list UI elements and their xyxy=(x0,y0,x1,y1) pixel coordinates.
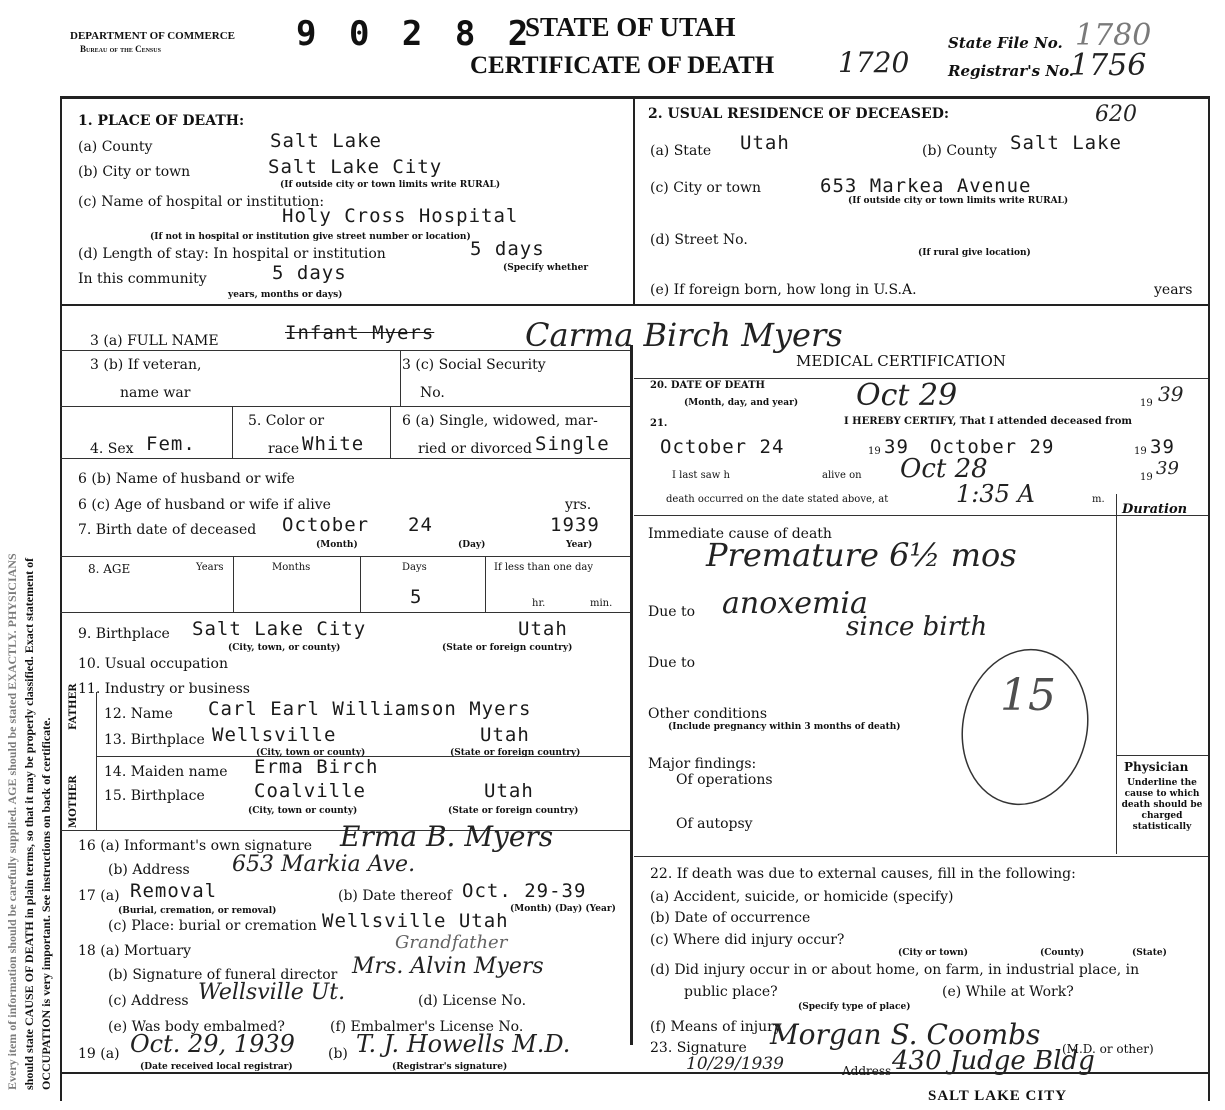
s22-label: 22. If death was due to external causes, fill in the following: xyxy=(650,866,1076,882)
s8-days: Days xyxy=(402,562,427,573)
s19-date-value: Oct. 29, 1939 xyxy=(130,1030,295,1058)
s16-address-value: 653 Markia Ave. xyxy=(232,852,416,877)
s20-note: (Month, day, and year) xyxy=(684,398,799,408)
s15-state: Utah xyxy=(484,780,534,802)
state-file-label: State File No. xyxy=(948,34,1063,52)
s2-state-value: Utah xyxy=(740,132,790,154)
s18f-label: (f) Embalmer's License No. xyxy=(330,1019,524,1035)
s3-hand-value: Carma Birch Myers xyxy=(525,316,843,354)
s18b-signature: Mrs. Alvin Myers xyxy=(352,954,544,979)
s1-specify-note-2: years, months or days) xyxy=(228,290,343,300)
s1-title: 1. PLACE OF DEATH: xyxy=(78,113,245,129)
s8-min: min. xyxy=(590,598,613,609)
s18c-label: (c) Address xyxy=(108,993,189,1009)
s19-label: 19 (a) xyxy=(78,1046,120,1062)
s6-label-2: ried or divorced xyxy=(418,441,532,457)
s2-foreign-label: (e) If foreign born, how long in U.S.A. xyxy=(650,282,917,298)
s13-city: Wellsville xyxy=(212,724,337,746)
s10-label: 10. Usual occupation xyxy=(78,656,228,672)
s3-veteran-label-2: name war xyxy=(120,385,191,401)
s1-hospital-note: (If not in hospital or institution give street number or location) xyxy=(150,232,471,242)
s2-city-value: 653 Markea Avenue xyxy=(820,175,1032,197)
s2-foreign-suffix: years xyxy=(1154,282,1193,298)
s19b-label: (b) xyxy=(328,1046,348,1062)
ops-label: Of operations xyxy=(676,772,773,788)
s23-label: 23. Signature xyxy=(650,1040,747,1056)
s23-address-label: Address xyxy=(842,1064,892,1078)
instruction-line-2: should state CAUSE OF DEATH in plain terms, so that it may be properly classified. Exact statement of xyxy=(22,557,36,1090)
s8-months: Months xyxy=(272,562,311,573)
s17-date-value: Oct. 29-39 xyxy=(462,880,587,902)
instruction-sidebar xyxy=(4,40,56,1100)
due1-value-2: since birth xyxy=(846,612,988,642)
s23-signature: Morgan S. Coombs xyxy=(770,1018,1041,1051)
s3-label: 3 (a) FULL NAME xyxy=(90,333,219,349)
s21-occurred: death occurred on the date stated above, at xyxy=(666,494,889,505)
s21-label: 21. xyxy=(650,418,668,429)
other-note: (Include pregnancy within 3 months of death) xyxy=(668,722,901,732)
document-title: CERTIFICATE OF DEATH xyxy=(470,52,775,79)
s1-hospital-label: (c) Name of hospital or institution: xyxy=(78,194,325,210)
city-stamp: SALT LAKE CITY xyxy=(928,1088,1068,1104)
s9-city: Salt Lake City xyxy=(192,618,367,640)
s20-year: 39 xyxy=(1158,382,1184,406)
s2-street-label: (d) Street No. xyxy=(650,232,748,248)
handwritten-number: 1720 xyxy=(838,46,910,79)
registrar-value: 1756 xyxy=(1070,48,1147,83)
s19-date-note: (Date received local registrar) xyxy=(140,1062,293,1072)
s6c-suffix: yrs. xyxy=(565,497,592,513)
s22-b: (b) Date of occurrence xyxy=(650,910,811,926)
s14-label: 14. Maiden name xyxy=(104,764,228,780)
s17-label: 17 (a) xyxy=(78,888,120,904)
s1-hospital-value: Holy Cross Hospital xyxy=(282,205,519,227)
s21-from-value: October 24 xyxy=(660,436,785,458)
due2-label: Due to xyxy=(648,655,696,671)
medical-title: MEDICAL CERTIFICATION xyxy=(796,352,1006,370)
s8-hr: hr. xyxy=(532,598,546,609)
s21-time-value: 1:35 A xyxy=(956,480,1035,508)
s16-signature: Erma B. Myers xyxy=(340,820,554,853)
s21-to-year: 39 xyxy=(1150,436,1175,458)
s6b-label: 6 (b) Name of husband or wife xyxy=(78,471,295,487)
s18d-label: (d) License No. xyxy=(418,993,527,1009)
s18-mortuary: Grandfather xyxy=(395,932,508,953)
s8-less: If less than one day xyxy=(494,562,593,573)
s15-city: Coalville xyxy=(254,780,366,802)
due1-label: Due to xyxy=(648,604,696,620)
s22-d: (d) Did injury occur in or about home, on farm, in industrial place, in xyxy=(650,962,1140,978)
s7-year-note: Year) xyxy=(566,540,593,550)
s7-day-note: (Day) xyxy=(458,540,486,550)
s1-city-note: (If outside city or town limits write RURAL) xyxy=(280,180,501,190)
father-label: FATHER xyxy=(68,683,79,730)
s5-label-2: race xyxy=(268,441,300,457)
s7-month-note: (Month) xyxy=(316,540,358,550)
s5-value: White xyxy=(302,433,365,455)
s22-a: (a) Accident, suicide, or homicide (specify) xyxy=(650,889,954,905)
s22-d-note: (Specify type of place) xyxy=(798,1002,911,1012)
s2-state-label: (a) State xyxy=(650,143,712,159)
s22-c-note-2: (County) xyxy=(1040,948,1085,958)
s22-c: (c) Where did injury occur? xyxy=(650,932,845,948)
s14-value: Erma Birch xyxy=(254,756,379,778)
s9-state: Utah xyxy=(518,618,568,640)
s22-d-2: public place? xyxy=(684,984,778,1000)
s17-place-value: Wellsville Utah xyxy=(322,910,509,932)
s2-title: 2. USUAL RESIDENCE OF DECEASED: xyxy=(648,106,950,122)
s22-e: (e) While at Work? xyxy=(942,984,1074,1000)
s13-city-note: (City, town or county) xyxy=(256,748,366,758)
s17-removal-note: (Burial, cremation, or removal) xyxy=(118,906,277,916)
s21-to-value: October 29 xyxy=(930,436,1055,458)
registrar-label: Registrar's No. xyxy=(948,62,1075,80)
s21-alive-value: Oct 28 xyxy=(900,454,988,484)
s4-label: 4. Sex xyxy=(90,441,134,457)
s18-label: 18 (a) Mortuary xyxy=(78,943,192,959)
s1-county-value: Salt Lake xyxy=(270,130,382,152)
s7-label: 7. Birth date of deceased xyxy=(78,522,257,538)
s2-hand-number: 620 xyxy=(1095,102,1137,127)
s2-county-label: (b) County xyxy=(922,143,998,159)
major-label: Major findings: xyxy=(648,756,757,772)
s2-county-value: Salt Lake xyxy=(1010,132,1122,154)
s13-state: Utah xyxy=(480,724,530,746)
s3-veteran-label: 3 (b) If veteran, xyxy=(90,357,202,373)
s15-label: 15. Birthplace xyxy=(104,788,205,804)
s21-last-saw: I last saw h xyxy=(672,470,730,481)
s1-city-label: (b) City or town xyxy=(78,164,191,180)
duration-label: Duration xyxy=(1122,502,1188,517)
s8-years: Years xyxy=(196,562,224,573)
s1-community-value: 5 days xyxy=(272,262,347,284)
s1-stay-value: 5 days xyxy=(470,238,545,260)
circled-number: 15 xyxy=(1000,670,1056,721)
s5-label: 5. Color or xyxy=(248,413,325,429)
s22-f: (f) Means of injury xyxy=(650,1019,782,1035)
s13-state-note: (State or foreign country) xyxy=(450,748,581,758)
s12-label: 12. Name xyxy=(104,706,173,722)
certificate-number: 9 0 2 8 2 xyxy=(296,14,535,54)
s21-certify: I HEREBY CERTIFY, That I attended deceased from xyxy=(844,416,1133,427)
s9-city-note: (City, town, or county) xyxy=(228,643,341,653)
s17-date-note: (Month) (Day) (Year) xyxy=(510,904,616,914)
s21-from-year-prefix: 19 xyxy=(868,446,881,457)
s22-c-note-1: (City or town) xyxy=(898,948,968,958)
s9-state-note: (State or foreign country) xyxy=(442,643,573,653)
instruction-line-3: OCCUPATION is very important. See instructions on back of certificate. xyxy=(39,717,53,1090)
s1-stay-label: (d) Length of stay: In hospital or institution xyxy=(78,246,386,262)
s1-specify-note: (Specify whether xyxy=(503,263,589,273)
s1-community-label: In this community xyxy=(78,271,207,287)
mother-label: MOTHER xyxy=(68,775,79,828)
s8-label: 8. AGE xyxy=(88,562,131,576)
s3-ss-label: 3 (c) Social Security xyxy=(402,357,546,373)
s17-place-label: (c) Place: burial or cremation xyxy=(108,918,317,934)
s18e-label: (e) Was body embalmed? xyxy=(108,1019,285,1035)
s21-to-year-prefix: 19 xyxy=(1134,446,1147,457)
s23-address-value: 430 Judge Bldg xyxy=(892,1046,1095,1076)
s2-street-note: (If rural give location) xyxy=(918,248,1031,258)
s8-days-value: 5 xyxy=(410,586,423,608)
s12-value: Carl Earl Williamson Myers xyxy=(208,698,532,720)
s6-value: Single xyxy=(535,433,610,455)
state-file-value: 1780 xyxy=(1075,18,1152,53)
s18b-label: (b) Signature of funeral director xyxy=(108,967,338,983)
dept-line-2: Bureau of the Census xyxy=(80,44,161,54)
s3-typed-value: Infant Myers xyxy=(285,322,435,344)
s19b-signature: T. J. Howells M.D. xyxy=(356,1030,571,1058)
dept-line-1: DEPARTMENT OF COMMERCE xyxy=(70,30,236,42)
s7-month: October xyxy=(282,514,370,536)
s6-label: 6 (a) Single, widowed, mar- xyxy=(402,413,598,429)
s18c-signature: Wellsville Ut. xyxy=(198,980,346,1005)
s20-year-prefix: 19 xyxy=(1140,398,1153,409)
s2-city-note: (If outside city or town limits write RURAL) xyxy=(848,196,1069,206)
state-title: STATE OF UTAH xyxy=(525,12,736,42)
s15-state-note: (State or foreign country) xyxy=(448,806,579,816)
s6c-label: 6 (c) Age of husband or wife if alive xyxy=(78,497,331,513)
immediate-value: Premature 6½ mos xyxy=(706,536,1017,574)
s11-label: 11. Industry or business xyxy=(78,681,250,697)
due1-value: anoxemia xyxy=(722,586,868,621)
s20-value: Oct 29 xyxy=(856,378,958,413)
immediate-label: Immediate cause of death xyxy=(648,526,832,542)
s4-value: Fem. xyxy=(146,433,196,455)
s19b-note: (Registrar's signature) xyxy=(392,1062,508,1072)
s3-ss-label-2: No. xyxy=(420,385,445,401)
s23-md-note: (M.D. or other) xyxy=(1062,1042,1154,1056)
s21-alive-on: alive on xyxy=(822,470,862,481)
autopsy-label: Of autopsy xyxy=(676,816,753,832)
physician-title: Physician xyxy=(1124,760,1189,774)
s15-city-note: (City, town or county) xyxy=(248,806,358,816)
s16-label: 16 (a) Informant's own signature xyxy=(78,838,313,854)
circled-mark-icon xyxy=(950,642,1100,812)
s17-date-label: (b) Date thereof xyxy=(338,888,452,904)
s1-city-value: Salt Lake City xyxy=(268,156,443,178)
s17-removal: Removal xyxy=(130,880,218,902)
s7-year: 1939 xyxy=(550,514,600,536)
s23-date-value: 10/29/1939 xyxy=(686,1054,784,1074)
other-label: Other conditions xyxy=(648,706,768,722)
s2-city-label: (c) City or town xyxy=(650,180,762,196)
s22-c-note-3: (State) xyxy=(1132,948,1167,958)
s21-alive-year: 39 xyxy=(1156,458,1179,479)
s13-label: 13. Birthplace xyxy=(104,732,205,748)
s21-from-year: 39 xyxy=(884,436,909,458)
s9-label: 9. Birthplace xyxy=(78,626,170,642)
s20-label: 20. DATE OF DEATH xyxy=(650,380,765,391)
s1-county-label: (a) County xyxy=(78,139,153,155)
instruction-line-1: Every item of information should be carefully supplied. AGE should be stated EXACTLY. PHYSICIANS xyxy=(5,553,19,1090)
s21-alive-year-prefix: 19 xyxy=(1140,472,1153,483)
physician-note: Underline the cause to which death should be charged statistically xyxy=(1121,778,1203,832)
s7-day: 24 xyxy=(408,514,433,536)
s16-address-label: (b) Address xyxy=(108,862,190,878)
s21-time-suffix: m. xyxy=(1092,494,1105,505)
